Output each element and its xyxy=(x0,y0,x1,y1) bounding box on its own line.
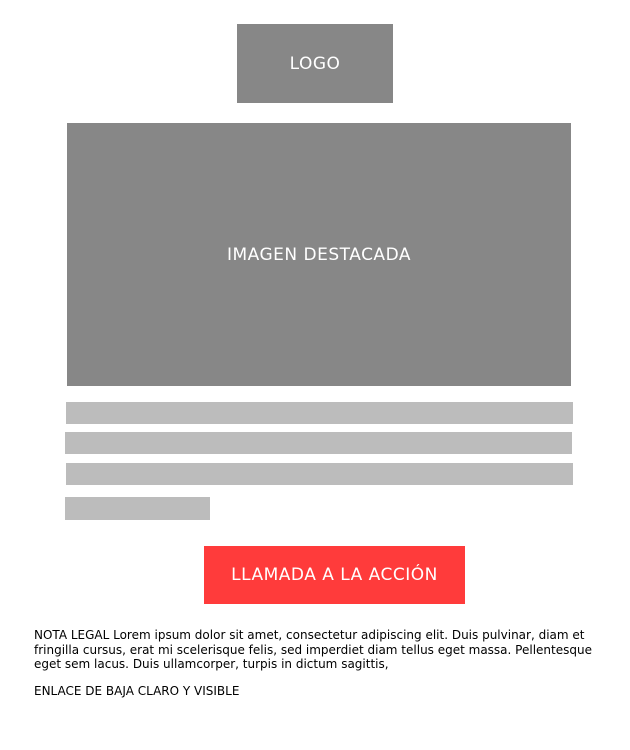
unsubscribe-link[interactable]: ENLACE DE BAJA CLARO Y VISIBLE xyxy=(34,684,240,698)
featured-image-placeholder xyxy=(67,123,571,386)
logo-label: LOGO xyxy=(289,53,341,74)
legal-notice: NOTA LEGAL Lorem ipsum dolor sit amet, consectetur adipiscing elit. Duis pulvinar, diam et fringilla cursus, erat mi scelerisque felis, sed imperdiet diam tellus eget massa. Pellentesque eget sem lacus. Duis ullamcorper, turpis in dictum sagittis, xyxy=(34,628,592,671)
text-line-placeholder xyxy=(66,402,573,424)
call-to-action-label: LLAMADA A LA ACCIÓN xyxy=(231,565,438,585)
logo-placeholder xyxy=(237,24,393,103)
call-to-action-button[interactable] xyxy=(204,546,465,604)
featured-image-label: IMAGEN DESTACADA xyxy=(227,244,411,265)
text-line-placeholder-short xyxy=(65,497,210,520)
text-line-placeholder xyxy=(66,463,573,485)
text-line-placeholder xyxy=(65,432,572,454)
